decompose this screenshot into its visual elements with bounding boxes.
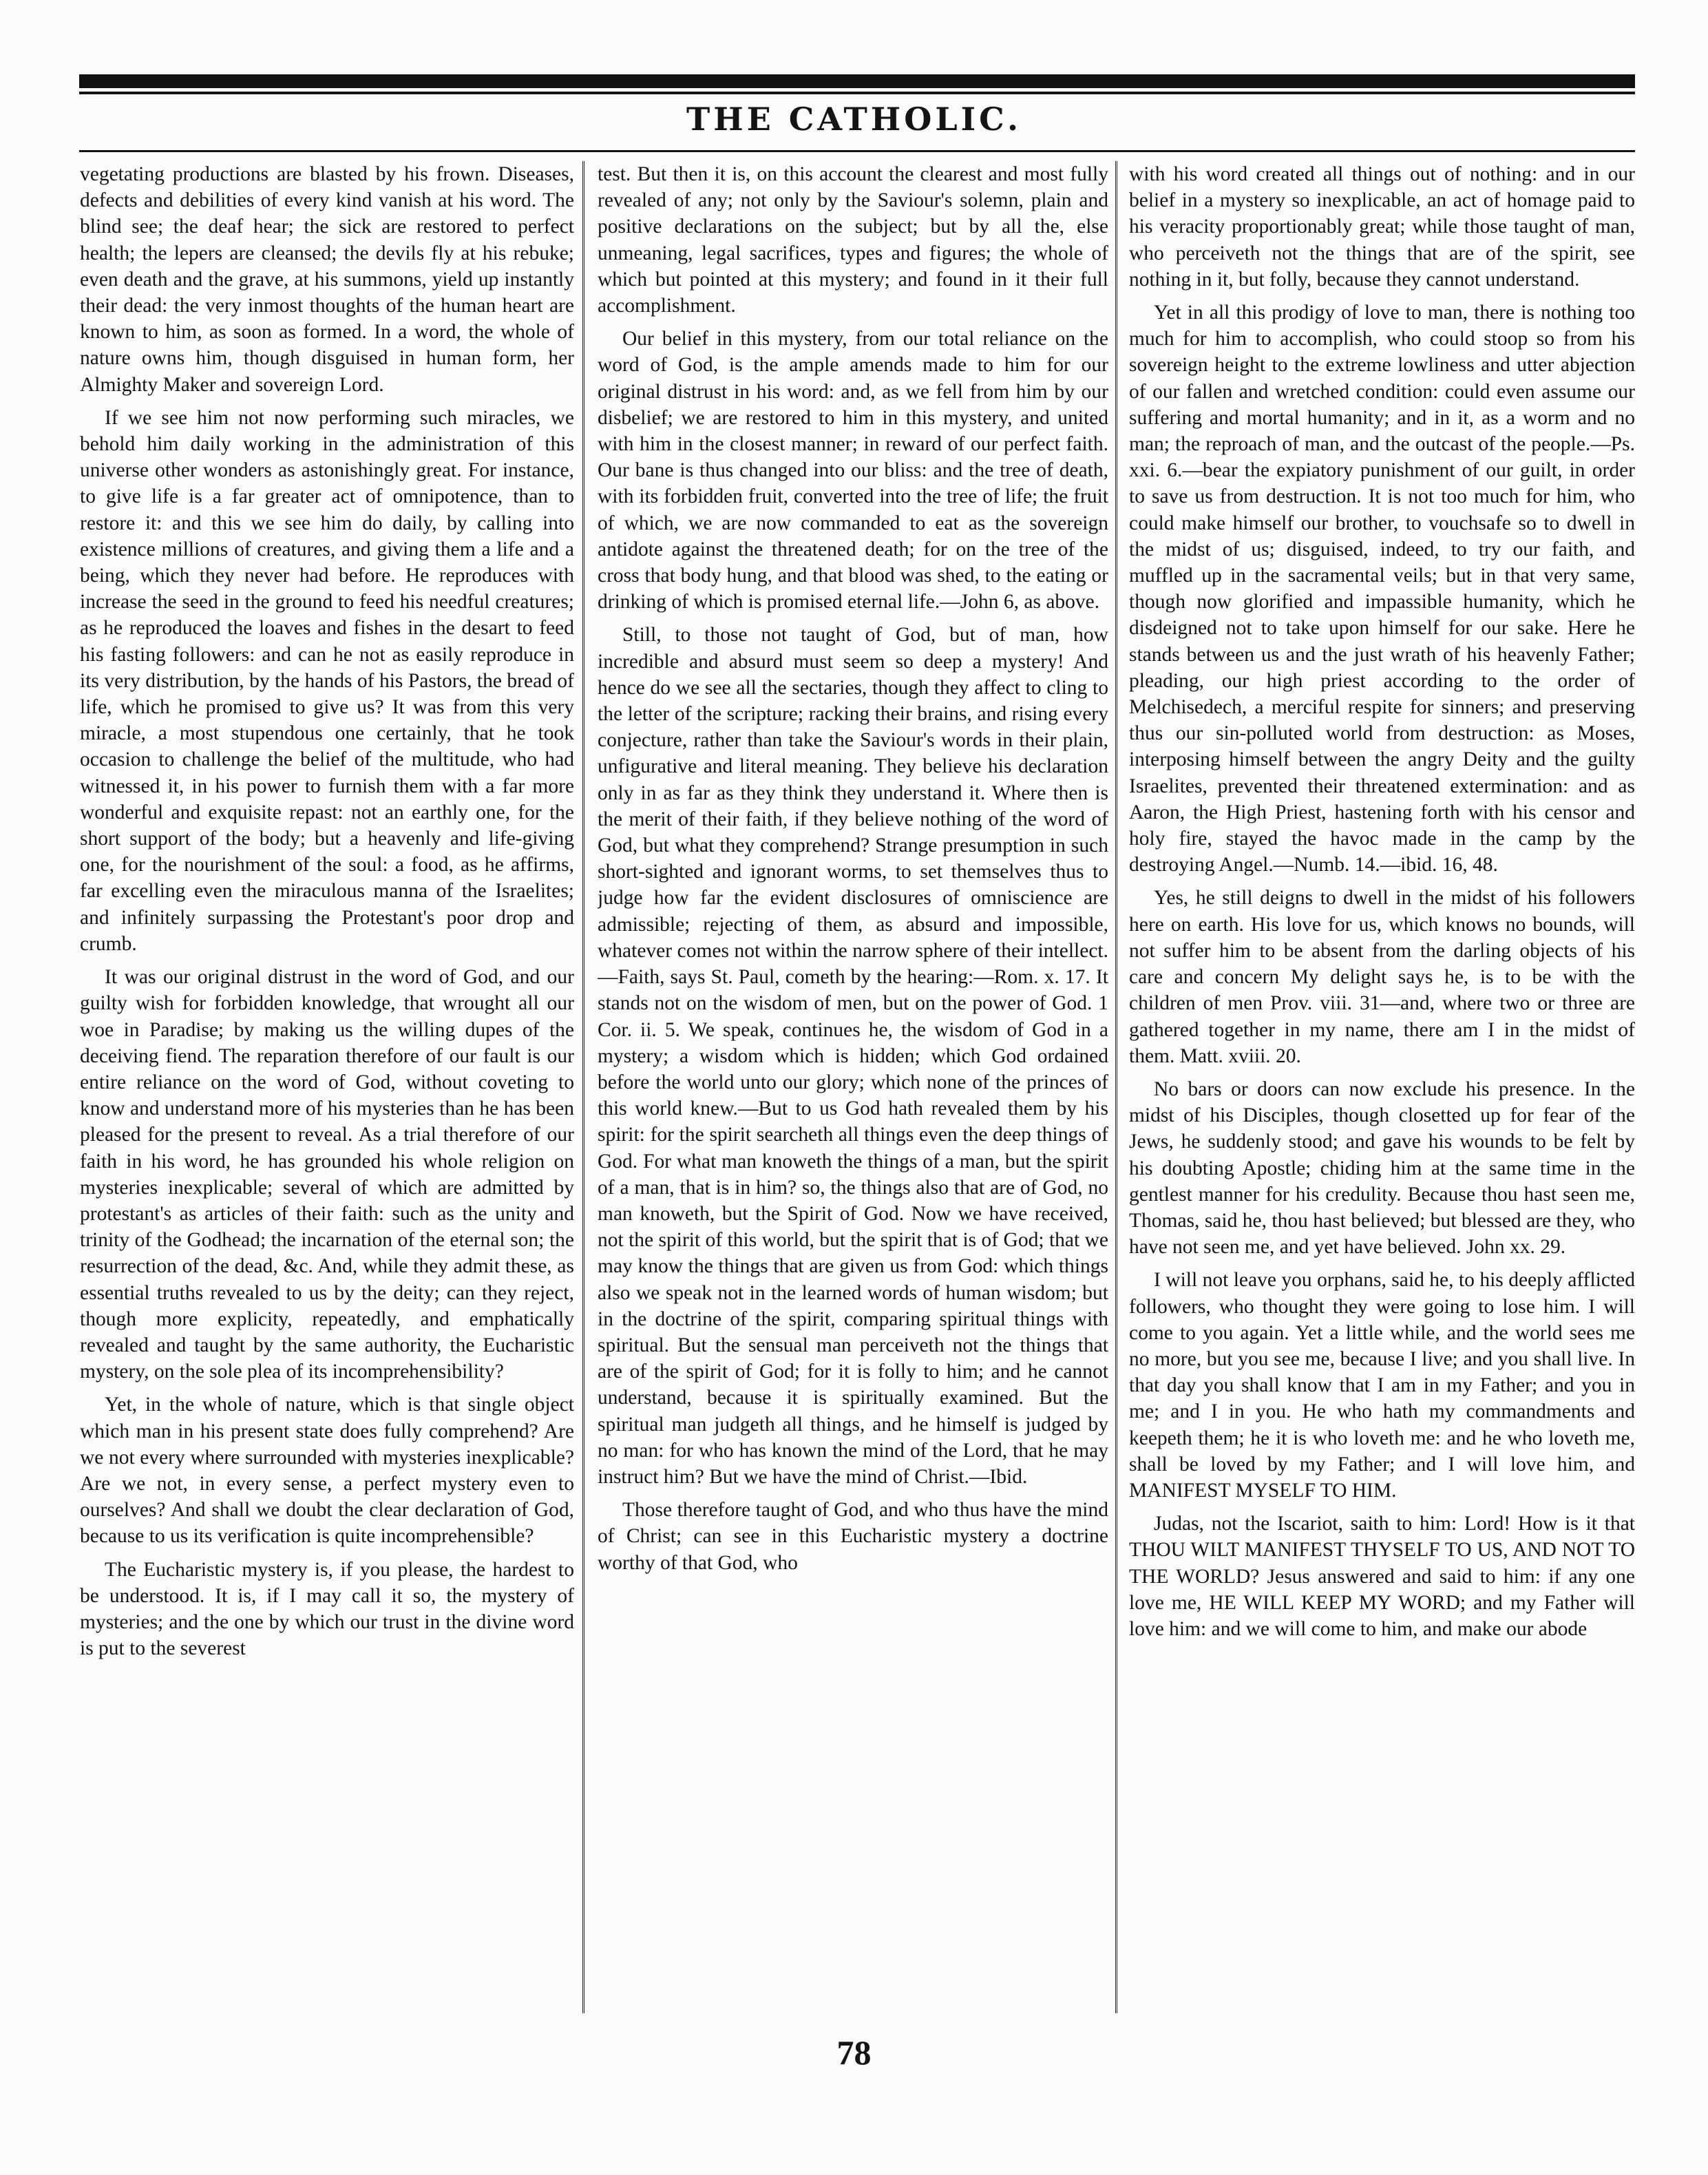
paragraph: Our belief in this mystery, from our total reliance on the word of God, is the ample amends made to him for our original distrust in his word: and, as we fell from him by our disbelief; we are restored to him in this mystery, and united with him in the closest manner; in reward of our perfect faith. Our bane is thus changed into our bliss: and the tree of death, with its forbidden fruit, converted into the tree of life; the fruit of which, we are now commanded to eat as the sovereign antidote against the threatened death; for on the tree of the cross that body hung, and that blood was shed, to the eating or drinking of which is promised eternal life.—John 6, as above. (598, 328, 1108, 613)
page-number: 78 (836, 2033, 872, 2072)
paragraph: The Eucharistic mystery is, if you please, the hardest to be understood. It is, if I may call it so, the mystery of mysteries; and the one by which our trust in the divine word is put to the severest (80, 1558, 574, 1660)
paragraph: vegetating productions are blasted by his frown. Diseases, defects and debilities of every kind vanish at his word. The blind see; the deaf hear; the sick are restored to perfect health; the lepers are cleansed; the devils fly at his rebuke; even death and the grave, at his summons, yield up instantly their dead: the very inmost thoughts of the human heart are known to him, as soon as formed. In a word, the whole of nature owns him, though disguised in human form, her Almighty Maker and sovereign Lord. (80, 163, 574, 396)
paragraph: Still, to those not taught of God, but of man, how incredible and absurd must seem so deep a mystery! And hence do we see all the sectaries, though they affect to cling to the letter of the scripture; racking their brains, and rising every conjecture, rather than take the Saviour's words in their plain, unfigurative and literal meaning. They believe his declaration only in as far as they think they understand it. Where then is the merit of their faith, if they believe nothing of the word of God, but what they comprehend? Strange presumption in such short-sighted and ignorant worms, to set themselves thus to judge how far the evident disclosures of omniscience are admissible; rejecting of them, as absurd and impossible, whatever comes not within the narrow sphere of their intellect.—Faith, says St. Paul, cometh by the hearing:—Rom. x. 17. It stands not on the wisdom of men, but on the power of God. 1 Cor. ii. 5. We speak, continues he, the wisdom of God in a mystery; a wisdom which is hidden; which God ordained before the world unto our glory; which none of the princes of this world knew.—But to us God hath revealed them by his spirit: for the spirit searcheth all things even the deep things of God. For what man knoweth the things of a man, but the spirit of a man, that is in him? so, the things also that are of God, no man knoweth, but the Spirit of God. Now we have received, not the spirit of this world, but the spirit that is of God; that we may know the things that are given us from God: which things also we speak not in the learned words of human wisdom; but in the doctrine of the spirit, comparing spiritual things with spiritual. But the sensual man perceiveth not the things that are of the spirit of God; for it is folly to him; and he cannot understand, because it is spiritually examined. But the spiritual man judgeth all things, and he himself is judged by no man: for who has known the mind of the Lord, that he may instruct him? But we have the mind of Christ.—Ibid. (598, 624, 1108, 1488)
paragraph: It was our original distrust in the word of God, and our guilty wish for forbidden knowledge, that wrought all our woe in Paradise; by making us the willing dupes of the deceiving fiend. The reparation therefore of our fault is our entire reliance on the word of God, without coveting to know and understand more of his mysteries than he has been pleased for the present to reveal. As a trial therefore of our faith in his word, he has grounded his whole religion on mysteries inexplicable; several of which are admitted by protestant's as articles of their faith: such as the unity and trinity of the Godhead; the incarnation of the eternal son; the resurrection of the dead, &c. And, while they admit these, as essential truths revealed to us by the deity; can they reject, though more explicity, repeatedly, and emphatically revealed and taught by the same authority, the Eucharistic mystery, on the sole plea of its incomprehensibility? (80, 966, 574, 1383)
column-divider (1115, 161, 1120, 2013)
paragraph: Yes, he still deigns to dwell in the midst of his followers here on earth. His love for us, which knows no bounds, will not suffer him to be absent from the darling objects of his care and concern My delight says he, is to be with the children of men Prov. viii. 31—and, where two or three are gathered together in my name, there am I in the midst of them. Matt. xviii. 20. (1129, 887, 1635, 1067)
paragraph: Judas, not the Iscariot, saith to him: Lord! How is it that THOU WILT MANIFEST THYSELF TO US, AND NOT TO THE WORLD? Jesus answered and said to him: if any one love me, HE WILL KEEP MY WORD; and my Father will love him: and we will come to him, and make our abode (1129, 1513, 1635, 1640)
text-column-2 (598, 161, 1108, 2013)
column-divider (582, 161, 587, 2013)
paragraph: No bars or doors can now exclude his presence. In the midst of his Disciples, though closetted up for fear of the Jews, he suddenly stood; and gave his wounds to be felt by his doubting Apostle; chiding him at the same time in the gentlest manner for his credulity. Because thou hast seen me, Thomas, said he, thou hast believed; but blessed are they, who have not seen me, and yet have believed. John xx. 29. (1129, 1078, 1635, 1259)
text-column-1 (80, 161, 574, 2013)
running-head-rule (79, 150, 1635, 152)
masthead-rule-thin (79, 92, 1635, 94)
paragraph: with his word created all things out of nothing: and in our belief in a mystery so inexplicable, an act of homage paid to his veracity proportionably great; while those taught of man, who perceiveth not the things that are of the spirit, see nothing in it, but folly, because they cannot understand. (1129, 163, 1635, 291)
paragraph: Yet, in the whole of nature, which is that single object which man in his present state does fully comprehend? Are we not every where surrounded with mysteries inexplicable? Are we not, in every sense, a perfect mystery even to ourselves? And shall we doubt the clear declaration of God, because to us its verification is quite incomprehensible? (80, 1394, 574, 1548)
paragraph: Those therefore taught of God, and who thus have the mind of Christ; can see in this Eucharistic mystery a doctrine worthy of that God, who (598, 1499, 1108, 1574)
paragraph: test. But then it is, on this account the clearest and most fully revealed of any; not only by the Saviour's solemn, plain and positive declarations on the subject; but by all the, else unmeaning, legal sacrifices, types and figures; the whole of which but pointed at this mystery; and found in it their full accomplishment. (598, 163, 1108, 317)
paragraph: If we see him not now performing such miracles, we behold him daily working in the administration of this universe other wonders as astonishingly great. For instance, to give life is a far greater act of omnipotence, than to restore it: and this we see him do daily, by calling into existence millions of creatures, and giving them a life and a being, which they never had before. He reproduces with increase the seed in the ground to feed his needful creatures; as he reproduced the loaves and fishes in the desart to feed his fasting followers: and can he not as easily reproduce in its very distribution, by the hands of his Pastors, the bread of life, which he promised to give us? It was from this very miracle, a most stupendous one certainly, that he took occasion to challenge the belief of the multitude, who had witnessed it, in his power to furnish them with a far more wonderful and exquisite repast: not an earthly one, for the short support of the body; but a heavenly and life-giving one, for the nourishment of the soul: a food, as he affirms, far excelling even the miraculous manna of the Israelites; and infinitely surpassing the Protestant's poor drop and crumb. (80, 406, 574, 955)
paragraph: I will not leave you orphans, said he, to his deeply afflicted followers, who thought they were going to lose him. I will come to you again. Yet a little while, and the world sees me no more, but you see me, because I live; and you shall live. In that day you shall know that I am in my Father; and you in me; and I in you. He who hath my commandments and keepeth them; he it is who loveth me: and he who loveth me, shall be loved by my Father; and I will love him, and MANIFEST MYSELF TO HIM. (1129, 1269, 1635, 1502)
running-head-title: THE CATHOLIC. (686, 101, 1022, 138)
masthead-rule-heavy (79, 74, 1635, 88)
paragraph: Yet in all this prodigy of love to man, there is nothing too much for him to accomplish, who could stoop so from his sovereign height to the extreme lowliness and utter abjection of our fallen and wretched condition: could even assume our suffering and mortal humanity; and in it, as a worm and no man; the reproach of man, and the outcast of the people.—Ps. xxi. 6.—bear the expiatory punishment of our guilt, in order to save us from destruction. It is not too much for him, who could make himself our brother, to vouchsafe so to dwell in the midst of us; disguised, indeed, to try our faith, and muffled up in the sacramental veils; but in that very same, though now glorified and impassible humanity, which he disdeigned not to take upon himself for our sake. Here he stands between us and the just wrath of his heavenly Father; pleading, our high priest according to the order of Melchisedech, a merciful respite for sinners; and preserving thus our sin-polluted world from destruction: as Moses, interposing himself between the angry Deity and the guilty Israelites, prevented their threatened extermination: and as Aaron, the High Priest, hastening forth with his censor and holy fire, stayed the havoc made in the camp by the destroying Angel.—Numb. 14.—ibid. 16, 48. (1129, 302, 1635, 876)
text-column-3 (1129, 161, 1635, 2013)
